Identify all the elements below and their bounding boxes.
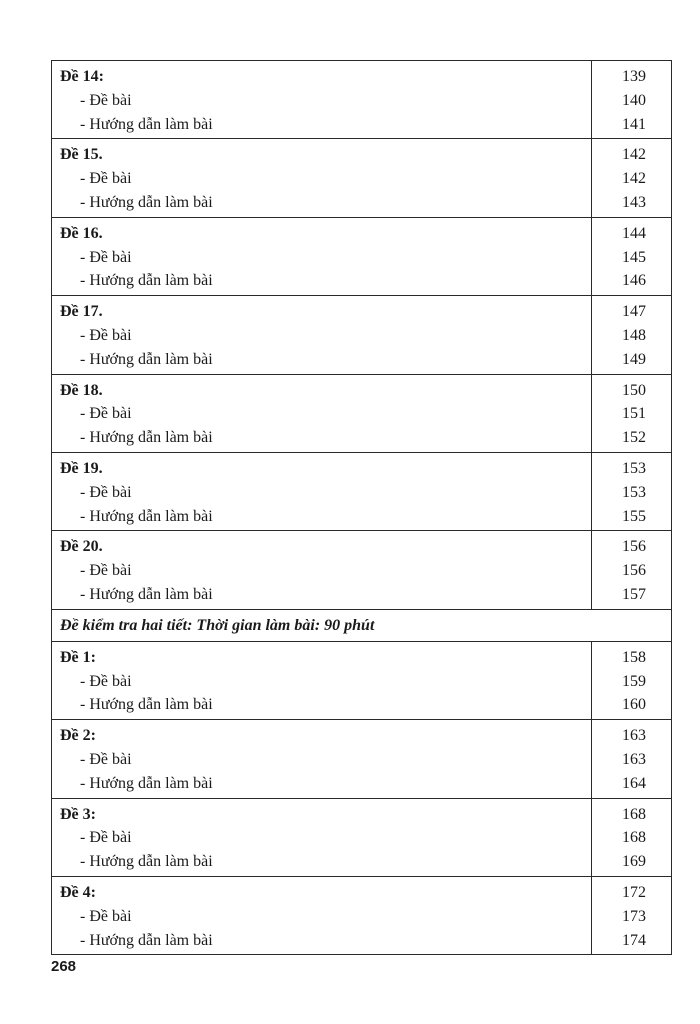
sub-entry-de-bai: - Đề bài (80, 672, 132, 690)
section-page-column (591, 799, 671, 876)
section-title-column (52, 720, 591, 797)
section-heading: Đề 3: (60, 805, 96, 823)
sub-entry-page-number: 164 (622, 774, 646, 792)
toc-section-de-2 (52, 720, 671, 798)
sub-entry-de-bai: - Đề bài (80, 907, 132, 925)
section-heading: Đề 14: (60, 68, 104, 85)
sub-entry-huong-dan: - Hướng dẫn làm bài (80, 931, 213, 949)
heading-page-number: 150 (622, 381, 646, 399)
sub-entry-huong-dan: - Hướng dẫn làm bài (80, 585, 213, 603)
section-page-column (591, 642, 671, 719)
heading-page-number: 168 (622, 805, 646, 823)
section-title-column (52, 531, 591, 608)
sub-entry-huong-dan: - Hướng dẫn làm bài (80, 507, 213, 525)
sub-entry-page-number: 146 (622, 272, 646, 290)
sub-entry-page-number: 153 (622, 483, 646, 501)
toc-section-de-16 (52, 218, 671, 296)
toc-section-de-1 (52, 642, 671, 720)
toc-section-de-4 (52, 877, 671, 954)
section-heading: Đề 1: (60, 648, 96, 666)
sub-entry-page-number: 148 (622, 326, 646, 344)
sub-entry-page-number: 159 (622, 672, 646, 690)
sub-entry-huong-dan: - Hướng dẫn làm bài (80, 696, 213, 714)
group-header-two-period-tests: Đề kiểm tra hai tiết: Thời gian làm bài: 90 phút (52, 610, 671, 642)
sub-entry-page-number: 152 (622, 429, 646, 447)
section-heading: Đề 4: (60, 883, 96, 901)
heading-page-number: 158 (622, 648, 646, 666)
sub-entry-de-bai: - Đề bài (80, 829, 132, 847)
section-heading: Đề 18. (60, 381, 103, 399)
section-heading: Đề 16. (60, 224, 103, 242)
heading-page-number: 156 (622, 538, 646, 556)
sub-entry-page-number: 155 (622, 507, 646, 525)
sub-entry-page-number: 173 (622, 907, 646, 925)
sub-entry-huong-dan: - Hướng dẫn làm bài (80, 429, 213, 447)
sub-entry-de-bai: - Đề bài (80, 91, 132, 109)
section-title-column (52, 375, 591, 452)
sub-entry-page-number: 168 (622, 829, 646, 847)
sub-entry-huong-dan: - Hướng dẫn làm bài (80, 272, 213, 290)
section-page-column (591, 877, 671, 954)
toc-section-de-17 (52, 296, 671, 374)
toc-section-de-19 (52, 453, 671, 531)
section-page-column (591, 218, 671, 295)
section-page-column (591, 453, 671, 530)
sub-entry-huong-dan: - Hướng dẫn làm bài (80, 193, 213, 211)
section-title-column (52, 296, 591, 373)
toc-section-de-18 (52, 375, 671, 453)
section-title-column (52, 218, 591, 295)
sub-entry-page-number: 174 (622, 931, 646, 949)
section-heading: Đề 20. (60, 538, 103, 556)
heading-page-number: 172 (622, 883, 646, 901)
sub-entry-page-number: 142 (622, 170, 646, 188)
sub-entry-page-number: 169 (622, 853, 646, 871)
section-page-column (591, 531, 671, 608)
heading-page-number: 153 (622, 459, 646, 477)
sub-entry-de-bai: - Đề bài (80, 562, 132, 580)
section-page-column (591, 61, 671, 138)
section-page-column (591, 720, 671, 797)
sub-entry-page-number: 140 (622, 91, 646, 109)
section-page-column (591, 139, 671, 216)
sub-entry-page-number: 141 (622, 115, 646, 133)
section-title-column (52, 799, 591, 876)
sub-entry-de-bai: - Đề bài (80, 405, 132, 423)
sub-entry-page-number: 151 (622, 405, 646, 423)
toc-section-de-20 (52, 531, 671, 609)
sub-entry-huong-dan: - Hướng dẫn làm bài (80, 853, 213, 871)
section-title-column (52, 877, 591, 954)
section-heading: Đề 17. (60, 303, 103, 321)
sub-entry-de-bai: - Đề bài (80, 170, 132, 188)
toc-section-de-14 (52, 61, 671, 139)
sub-entry-de-bai: - Đề bài (80, 750, 132, 768)
sub-entry-de-bai: - Đề bài (80, 248, 132, 266)
sub-entry-huong-dan: - Hướng dẫn làm bài (80, 774, 213, 792)
heading-page-number: 139 (622, 68, 646, 85)
sub-entry-de-bai: - Đề bài (80, 326, 132, 344)
heading-page-number: 144 (622, 224, 646, 242)
section-heading: Đề 15. (60, 146, 103, 164)
section-page-column (591, 296, 671, 373)
section-page-column (591, 375, 671, 452)
section-title-column (52, 453, 591, 530)
sub-entry-page-number: 157 (622, 585, 646, 603)
page-number: 268 (51, 958, 77, 975)
section-title-column (52, 139, 591, 216)
sub-entry-page-number: 160 (622, 696, 646, 714)
heading-page-number: 142 (622, 146, 646, 164)
sub-entry-page-number: 145 (622, 248, 646, 266)
sub-entry-huong-dan: - Hướng dẫn làm bài (80, 115, 213, 133)
toc-section-de-15 (52, 139, 671, 217)
sub-entry-page-number: 156 (622, 562, 646, 580)
heading-page-number: 147 (622, 303, 646, 321)
section-heading: Đề 2: (60, 727, 96, 745)
heading-page-number: 163 (622, 727, 646, 745)
sub-entry-page-number: 143 (622, 193, 646, 211)
section-title-column (52, 61, 591, 138)
sub-entry-huong-dan: - Hướng dẫn làm bài (80, 350, 213, 368)
toc-section-de-3 (52, 799, 671, 877)
sub-entry-de-bai: - Đề bài (80, 483, 132, 501)
section-title-column (52, 642, 591, 719)
sub-entry-page-number: 163 (622, 750, 646, 768)
table-of-contents (51, 60, 672, 955)
sub-entry-page-number: 149 (622, 350, 646, 368)
section-heading: Đề 19. (60, 459, 103, 477)
